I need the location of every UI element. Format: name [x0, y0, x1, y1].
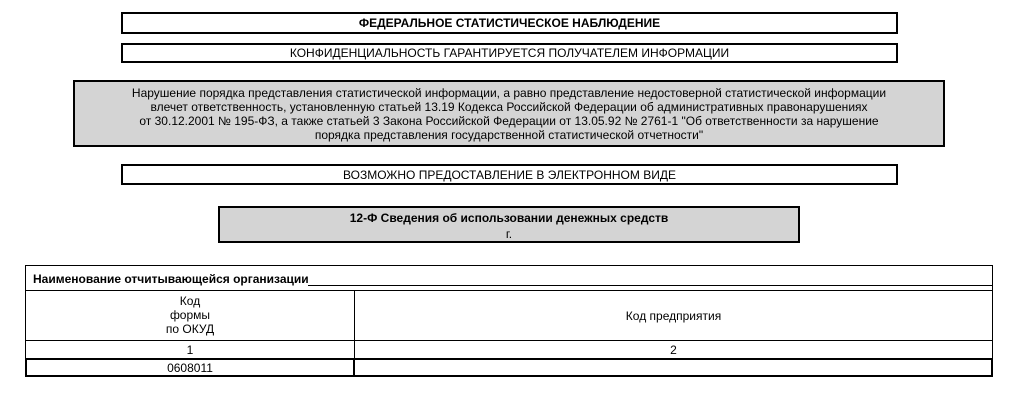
organization-name-row [26, 266, 992, 291]
electronic-submission-banner [121, 164, 898, 185]
legal-notice-line: от 30.12.2001 № 195-ФЗ, а также статьей 3 Закона Российской Федерации от 13.05.92 № 2761-1 "Об ответственности за нарушение [139, 114, 879, 128]
form-title: 12-Ф Сведения об использовании денежных средств [349, 211, 669, 225]
legal-notice-line: порядка представления государственной статистической отчетности" [314, 128, 704, 142]
column-number-1: 1 [26, 341, 355, 359]
enterprise-code-header [355, 291, 992, 341]
organization-name-label: Наименование отчитывающейся организации [33, 272, 309, 286]
federal-observation-banner [121, 12, 898, 34]
okud-header-line: по ОКУД [165, 322, 215, 336]
form-year: г. [505, 227, 513, 241]
okud-code-header [26, 291, 355, 341]
organization-table [25, 265, 993, 377]
organization-name-field[interactable] [308, 285, 992, 286]
form-title-box [218, 206, 800, 243]
okud-header-line: формы [169, 308, 211, 322]
confidentiality-banner [121, 43, 898, 63]
electronic-submission-text: ВОЗМОЖНО ПРЕДОСТАВЛЕНИЕ В ЭЛЕКТРОННОМ ВИДЕ [343, 167, 676, 182]
enterprise-code-field[interactable] [355, 358, 992, 377]
legal-notice-box [73, 80, 945, 147]
federal-observation-text: ФЕДЕРАЛЬНОЕ СТАТИСТИЧЕСКОЕ НАБЛЮДЕНИЕ [358, 16, 661, 30]
okud-code-value: 0608011 [25, 358, 355, 377]
legal-notice-line: влечет ответственность, установленную статьей 13.19 Кодекса Российской Федерации об административных правонарушениях [150, 100, 868, 114]
legal-notice-line: Нарушение порядка представления статистической информации, а равно представление недостоверной статистической информации [131, 86, 887, 100]
column-number-2: 2 [355, 341, 992, 359]
enterprise-header-text: Код предприятия [625, 308, 722, 323]
confidentiality-text: КОНФИДЕНЦИАЛЬНОСТЬ ГАРАНТИРУЕТСЯ ПОЛУЧАТЕЛЕМ ИНФОРМАЦИИ [289, 46, 730, 60]
okud-header-line: Код [179, 294, 201, 308]
